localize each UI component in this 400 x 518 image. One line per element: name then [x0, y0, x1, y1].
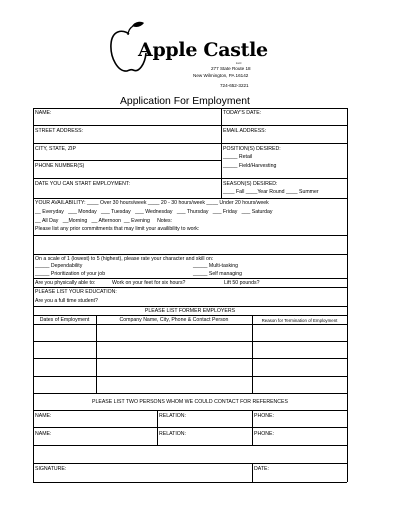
all-day-label: All Day: [41, 218, 59, 224]
rule: [33, 178, 347, 179]
rule: [33, 143, 347, 144]
rule: [33, 108, 347, 109]
year-round-label: Year Round: [257, 189, 285, 195]
field-harvesting-label: Field/Harvesting: [238, 163, 277, 169]
form-border-left: [33, 108, 34, 482]
logo-llc: LLC: [236, 61, 242, 65]
rule: [33, 358, 347, 359]
lift-50-label: Lift 50 pounds?: [224, 280, 260, 286]
evening-label: Evening: [131, 218, 150, 224]
feet-six-hours-label: Work on your feet for six hours?: [112, 280, 186, 286]
references-header: PLEASE LIST TWO PERSONS WHOM WE COULD CONTACT FOR REFERENCES: [92, 399, 288, 405]
address-street: 277 State Route 18: [211, 66, 251, 71]
rule: [33, 160, 221, 161]
column-divider: [157, 410, 158, 445]
col-dates-header: Dates of Employment: [39, 317, 90, 323]
prior-commitments-label: Please list any prior commitments that may limit your availibility to work:: [35, 226, 200, 232]
multitasking-option: _____ Multi-tasking: [193, 263, 238, 269]
under-20-label: Under 20 hours/week: [219, 200, 269, 206]
multitasking-label: Multi-tasking: [208, 263, 238, 269]
field-harvesting-option: _____ Field/Harvesting: [223, 163, 277, 169]
day-thursday: Thursday: [186, 209, 209, 215]
rule: [33, 287, 347, 288]
day-wednesday: Wednesday: [145, 209, 173, 215]
self-managing-label: Self managing: [208, 271, 243, 277]
former-employers-header: PLEASE LIST FORMER EMPLOYERS: [144, 308, 236, 314]
col-company-header: Company Name, City, Phone & Contact Person: [119, 317, 229, 323]
address-city: New Wilmington, PA 16142: [193, 73, 249, 78]
range-20-30-label: 20 - 30 hours/week: [160, 200, 205, 206]
summer-label: Summer: [298, 189, 319, 195]
rule: [33, 376, 347, 377]
seasons-desired-label: SEASON(S) DESIRED:: [223, 181, 278, 187]
column-divider: [96, 315, 97, 393]
name-label: NAME:: [35, 110, 52, 116]
retail-label: Retail: [238, 154, 253, 160]
days-row: __ Everyday ___ Monday ___ Tuesday ___ Wednesday ___ Thursday ___ Friday ___ Saturday: [35, 209, 273, 215]
morning-label: Morning: [68, 218, 88, 224]
logo-name: Apple Castle: [138, 39, 268, 61]
notes-label: Notes:: [157, 218, 173, 224]
rule: [33, 125, 347, 126]
address-phone: 724-652-3221: [220, 83, 249, 88]
form-border-right: [347, 108, 348, 482]
reference-1-phone-label: PHONE:: [254, 413, 274, 419]
column-divider: [221, 108, 222, 198]
reference-2-phone-label: PHONE:: [254, 431, 274, 437]
rule: [33, 324, 347, 325]
retail-option: _____ Retail: [223, 154, 253, 160]
column-divider: [252, 315, 253, 393]
positions-desired-label: POSITION(S) DESIRED:: [223, 146, 281, 152]
reference-2-relation-label: RELATION:: [159, 431, 186, 437]
dependability-label: Dependability: [50, 263, 83, 269]
phone-numbers-label: PHONE NUMBER(S): [35, 163, 85, 169]
reference-1-relation-label: RELATION:: [159, 413, 186, 419]
todays-date-label: TODAY'S DATE:: [223, 110, 262, 116]
apple-leaf-icon: [132, 22, 144, 27]
scale-instructions: On a scale of 1 (lowest) to 5 (highest), please rate your character and skill on:: [35, 256, 214, 262]
city-state-zip-label: CITY, STATE, ZIP: [35, 146, 76, 152]
rule: [33, 198, 347, 199]
rule: [33, 427, 347, 428]
street-address-label: STREET ADDRESS:: [35, 128, 84, 134]
education-label: PLEASE LIST YOUR EDUCATION:: [35, 289, 117, 295]
self-managing-option: _____ Self managing: [193, 271, 243, 277]
col-reason-header: Reason for Termination of Employment: [261, 318, 338, 323]
rule: [33, 445, 347, 446]
availability-label: YOUR AVAILABILITY:: [35, 200, 86, 206]
rule: [33, 235, 347, 236]
email-address-label: EMAIL ADDRESS:: [223, 128, 267, 134]
day-friday: Friday: [222, 209, 238, 215]
rule: [33, 315, 347, 316]
dependability-option: _____ Dependability: [35, 263, 83, 269]
signature-label: SIGNATURE:: [35, 466, 67, 472]
day-tuesday: Tuesday: [111, 209, 131, 215]
able-to-label: Are you physically able to:: [35, 280, 96, 286]
signature-date-label: DATE:: [254, 466, 269, 472]
column-divider: [252, 410, 253, 445]
prioritization-label: Prioritization of your job: [50, 271, 106, 277]
rule: [33, 306, 347, 307]
prioritization-option: _____ Prioritization of your job: [35, 271, 106, 277]
day-saturday: Saturday: [251, 209, 273, 215]
rule: [33, 254, 347, 255]
afternoon-label: Afternoon: [98, 218, 121, 224]
seasons-options: ____ Fall ____Year Round ____ Summer: [223, 189, 319, 195]
fall-label: Fall: [235, 189, 245, 195]
day-monday: Monday: [78, 209, 97, 215]
reference-2-name-label: NAME:: [35, 431, 52, 437]
over-30-label: Over 30 hours/week: [100, 200, 147, 206]
rule: [33, 278, 347, 279]
times-row: __ All Day __Morning __ Afternoon __ Evening Notes:: [35, 218, 173, 224]
availability-row: YOUR AVAILABILITY: ____ Over 30 hours/week ____ 20 - 30 hours/week ____ Under 20 hours/week: [35, 200, 269, 206]
rule: [33, 341, 347, 342]
day-everyday: Everyday: [42, 209, 64, 215]
rule: [33, 463, 347, 464]
rule: [33, 393, 347, 394]
start-date-label: DATE YOU CAN START EMPLOYMENT:: [35, 181, 130, 187]
rule: [33, 410, 347, 411]
rule: [33, 482, 347, 483]
reference-1-name-label: NAME:: [35, 413, 52, 419]
page-title: Application For Employment: [120, 96, 250, 107]
full-time-student-label: Are you a full time student?: [35, 298, 98, 304]
column-divider: [252, 463, 253, 482]
